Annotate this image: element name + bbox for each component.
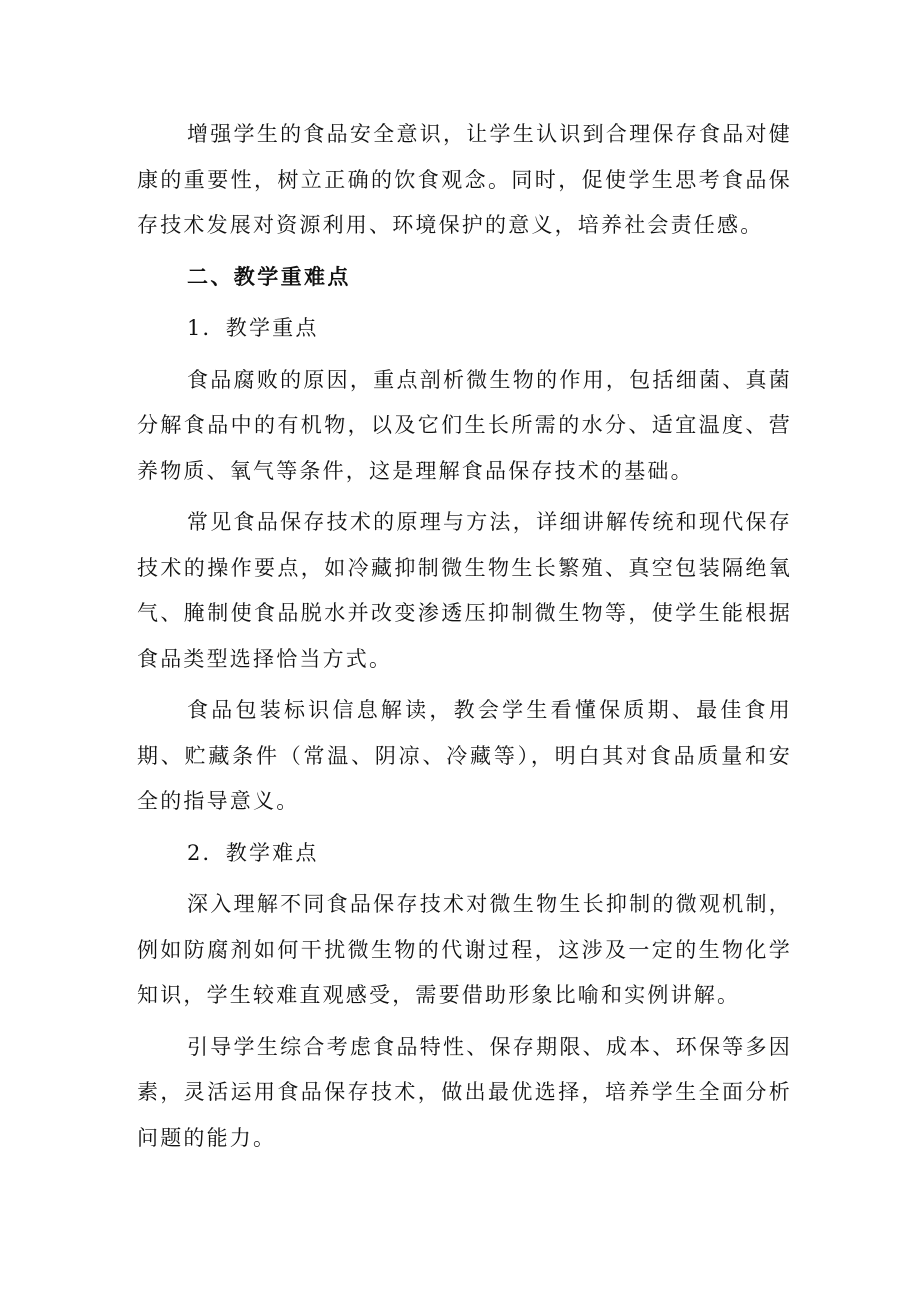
difficult-point-paragraph-1: 深入理解不同食品保存技术对微生物生长抑制的微观机制，例如防腐剂如何干扰微生物的代谢过程，这涉及一定的生物化学知识，学生较难直观感受，需要借助形象比喻和实例讲解。: [137, 892, 792, 1007]
difficult-point-paragraph-2: 引导学生综合考虑食品特性、保存期限、成本、环保等多因素，灵活运用食品保存技术，做出最优选择，培养学生全面分析问题的能力。: [137, 1034, 792, 1150]
key-point-paragraph-2: 常见食品保存技术的原理与方法，详细讲解传统和现代保存技术的操作要点，如冷藏抑制微生物生长繁殖、真空包装隔绝氧气、腌制使食品脱水并改变渗透压抑制微生物等，使学生能根据食品类型选择恰当方式。: [137, 510, 792, 671]
intro-paragraph: 增强学生的食品安全意识，让学生认识到合理保存食品对健康的重要性，树立正确的饮食观念。同时，促使学生思考食品保存技术发展对资源利用、环境保护的意义，培养社会责任感。: [137, 122, 792, 237]
key-point-paragraph-3: 食品包装标识信息解读，教会学生看懂保质期、最佳食用期、贮藏条件（常温、阴凉、冷藏等），明白其对食品质量和安全的指导意义。: [137, 698, 792, 813]
key-points-heading: 1．教学重点: [187, 316, 319, 340]
difficult-points-heading: 2．教学难点: [187, 840, 319, 865]
document-body: [137, 112, 792, 1167]
section-heading: 二、教学重难点: [187, 264, 351, 289]
key-point-paragraph-1: 食品腐败的原因，重点剖析微生物的作用，包括细菌、真菌分解食品中的有机物，以及它们生长所需的水分、适宜温度、营养物质、氧气等条件，这是理解食品保存技术的基础。: [137, 367, 792, 483]
